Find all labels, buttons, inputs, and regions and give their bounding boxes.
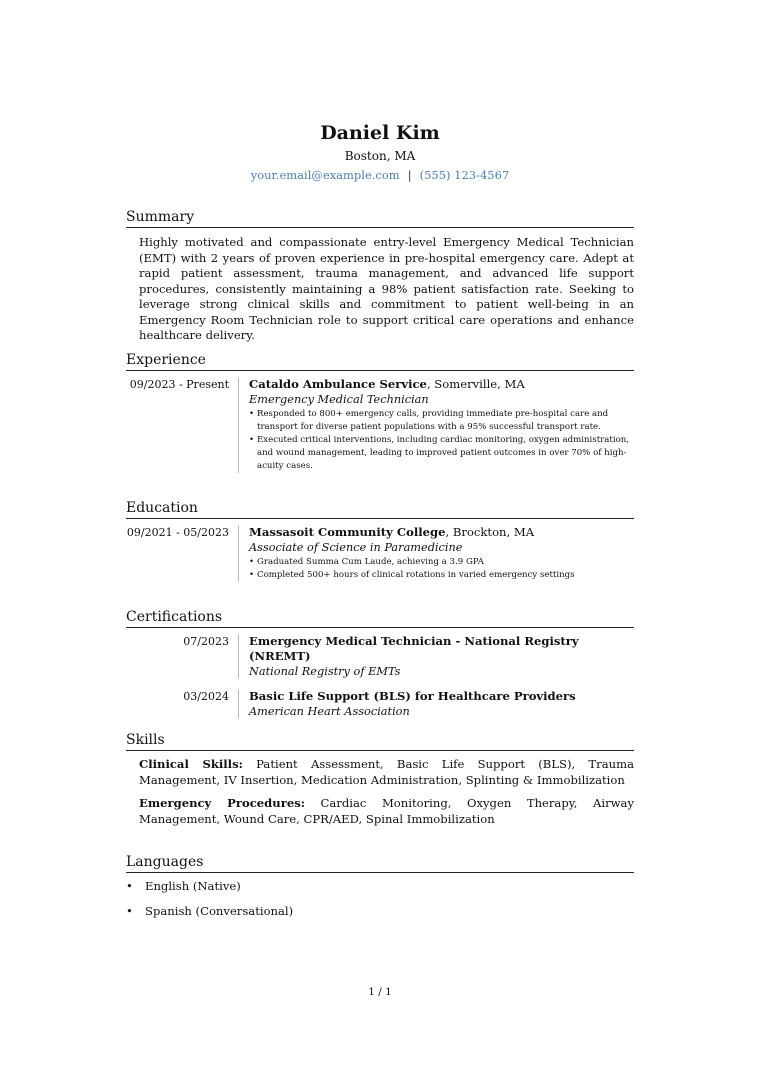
certification-issuer: American Heart Association [249,705,410,718]
certification-name: Emergency Medical Technician - National Registry (NREMT) [249,634,579,663]
education-entry [126,525,634,582]
certifications-section [126,608,634,719]
certification-entry [126,634,634,679]
contact-line [126,167,634,183]
section-title-certifications: Certifications [126,608,634,628]
entry-role: Emergency Medical Technician [249,393,429,406]
skill-group [139,796,634,827]
entry-date: 03/2024 [183,690,229,703]
phone-link[interactable]: (555) 123-4567 [419,168,510,182]
experience-entry [126,377,634,473]
bullet-item: • Responded to 800+ emergency calls, providing immediate pre-hospital care and transport for diverse patient populations with a 95% successful transport rate. [249,408,634,434]
candidate-name: Daniel Kim [320,122,440,144]
page-number: 1 / 1 [368,986,392,998]
resume-page [126,0,635,918]
entry-date: 07/2023 [183,635,229,648]
certification-entry [126,689,634,719]
entry-role: Associate of Science in Paramedicine [249,541,463,554]
entry-title [249,525,634,540]
bullet-item: • Graduated Summa Cum Laude, achieving a 3.9 GPA [249,556,634,569]
section-title-skills: Skills [126,731,634,751]
entry-title [249,377,634,392]
entry-body [238,525,634,582]
language-list [126,879,634,919]
languages-section [126,853,634,919]
entry-bullets [249,408,634,473]
candidate-location: Boston, MA [344,149,416,163]
entry-location: , Brockton, MA [445,525,535,539]
skill-group-label: Emergency Procedures: [139,796,306,810]
bullet-item: • Executed critical interventions, including cardiac monitoring, oxygen administration, and wound management, leading to improved patient outcomes in over 70% of high-acuity cases. [249,434,634,473]
language-item: • English (Native) [126,879,634,894]
bullet-item: • Completed 500+ hours of clinical rotations in varied emergency settings [249,569,634,582]
entry-title [249,634,634,664]
entry-body [238,377,634,473]
entry-date: 09/2021 - 05/2023 [126,526,229,539]
experience-section [126,351,634,473]
summary-text: Highly motivated and compassionate entry-level Emergency Medical Technician (EMT) with 2 years of proven experience in pre-hospital emergency care. Adept at rapid patient assessment, trauma management, and advanced life support procedures, consistently maintaining a 98% patient satisfaction rate. Seeking to leverage strong clinical skills and commitment to patient well-being in an Emergency Room Technician role to support critical care operations and enhance healthcare delivery. [139,235,634,342]
summary-section [126,208,634,344]
entry-body [238,689,634,719]
section-title-languages: Languages [126,853,634,873]
language-item: • Spanish (Conversational) [126,904,634,919]
skill-group-label: Clinical Skills: [139,757,243,771]
skills-section [126,731,634,827]
certification-issuer: National Registry of EMTs [249,665,401,678]
entry-bullets [249,556,634,582]
education-section [126,499,634,582]
contact-separator: | [407,168,412,182]
skill-group [139,757,634,788]
entry-location: , Somerville, MA [426,377,525,391]
email-link[interactable]: your.email@example.com [250,168,400,182]
resume-header [126,0,634,183]
entry-title [249,689,634,704]
entry-org: Cataldo Ambulance Service [249,377,427,391]
skill-group-items: Cardiac Monitoring, Oxygen Therapy, Airway Management, Wound Care, CPR/AED, Spinal Immobilization [139,796,635,826]
section-title-education: Education [126,499,634,519]
section-title-experience: Experience [126,351,634,371]
skill-group-items: Patient Assessment, Basic Life Support (BLS), Trauma Management, IV Insertion, Medication Administration, Splinting & Immobilization [139,757,634,787]
entry-body [238,634,634,679]
section-title-summary: Summary [126,208,634,228]
entry-org: Massasoit Community College [249,525,446,539]
entry-date: 09/2023 - Present [129,378,229,391]
certification-name: Basic Life Support (BLS) for Healthcare Providers [249,689,576,703]
